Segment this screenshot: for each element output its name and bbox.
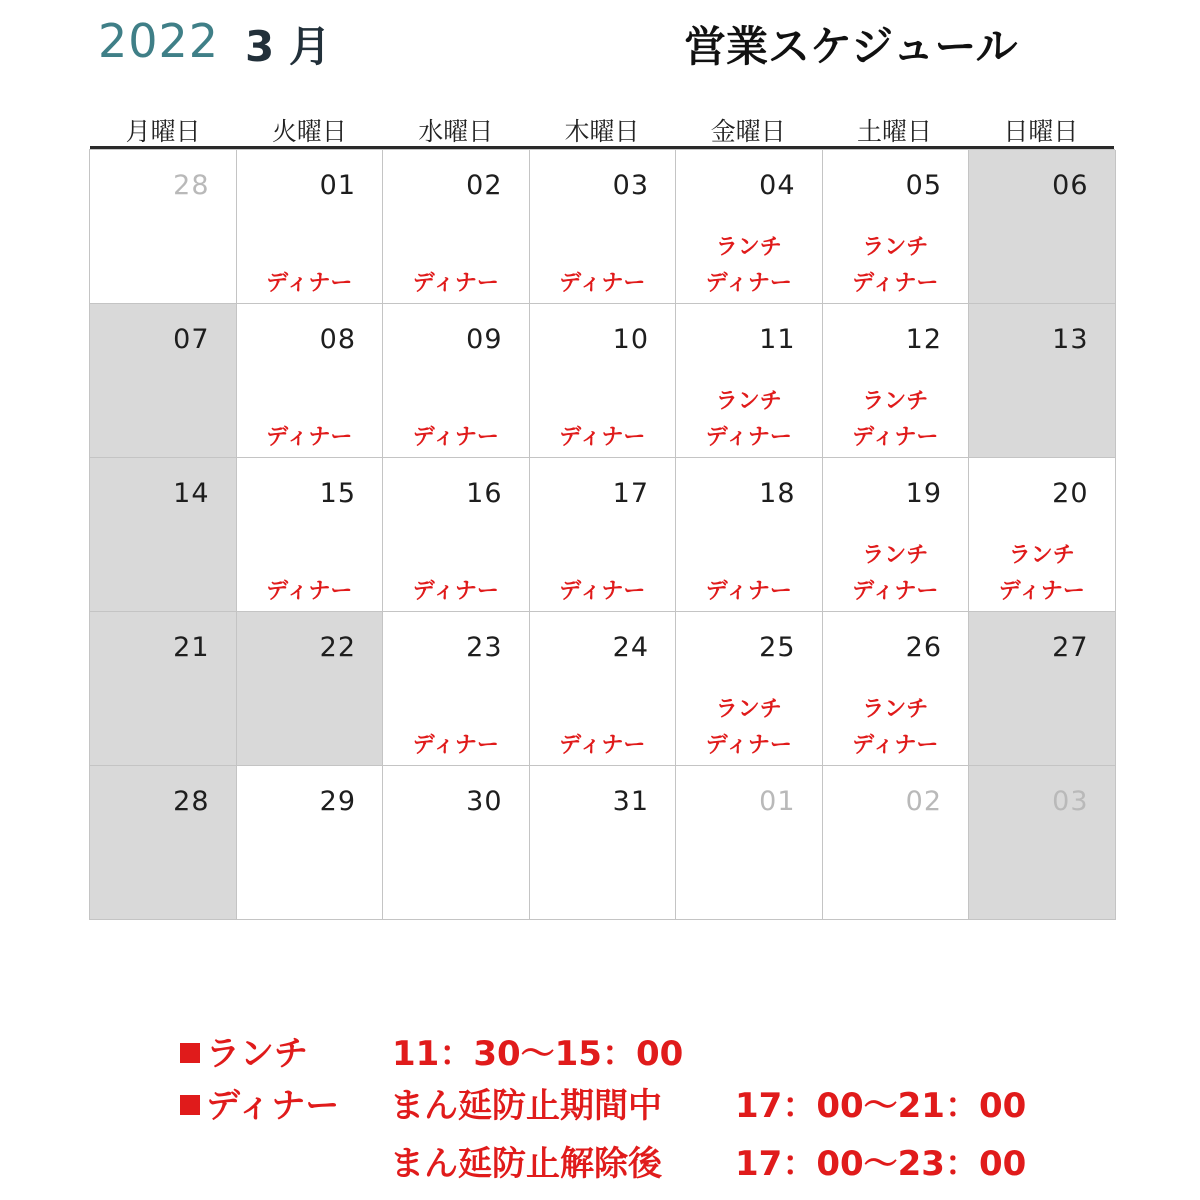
calendar-day-cell	[383, 304, 530, 458]
calendar-grid	[89, 149, 1115, 920]
day-number: 25	[759, 632, 796, 663]
day-number: 08	[319, 324, 356, 355]
day-number: 03	[1052, 786, 1089, 817]
dinner-label: ディナー	[705, 271, 792, 296]
day-number: 09	[466, 324, 503, 355]
legend-lunch-text: ランチ	[206, 1034, 308, 1074]
dinner-label: ディナー	[852, 579, 939, 604]
day-number: 03	[612, 170, 649, 201]
day-number: 02	[905, 786, 942, 817]
day-number: 28	[173, 170, 210, 201]
calendar-day-cell	[90, 458, 237, 612]
calendar-day-cell	[823, 150, 970, 304]
legend-dinner-text: ディナー	[206, 1086, 340, 1126]
day-number: 01	[759, 786, 796, 817]
day-number: 21	[173, 632, 210, 663]
lunch-label: ランチ	[862, 697, 929, 722]
calendar-day-cell	[237, 612, 384, 766]
calendar-day-cell	[676, 304, 823, 458]
dinner-label: ディナー	[266, 425, 353, 450]
dinner-label: ディナー	[559, 579, 646, 604]
weekday-header-row	[90, 112, 1114, 148]
day-number: 14	[173, 478, 210, 509]
calendar-day-cell	[676, 612, 823, 766]
lunch-label: ランチ	[862, 543, 929, 568]
day-number: 05	[905, 170, 942, 201]
calendar-day-cell	[383, 458, 530, 612]
calendar-day-cell	[530, 766, 677, 920]
dinner-label: ディナー	[412, 579, 499, 604]
calendar-day-cell	[969, 150, 1116, 304]
dinner-label: ディナー	[852, 733, 939, 758]
calendar-day-cell	[530, 458, 677, 612]
lunch-label: ランチ	[715, 389, 782, 414]
day-number: 30	[466, 786, 503, 817]
calendar-day-cell	[383, 150, 530, 304]
day-number: 16	[466, 478, 503, 509]
calendar-day-cell	[530, 612, 677, 766]
calendar-day-cell	[90, 612, 237, 766]
legend-dinner-period: まん延防止解除後	[390, 1144, 662, 1184]
calendar-day-cell	[237, 766, 384, 920]
day-number: 06	[1052, 170, 1089, 201]
day-number: 15	[319, 478, 356, 509]
calendar-day-cell	[676, 766, 823, 920]
calendar-day-cell	[969, 612, 1116, 766]
day-number: 24	[612, 632, 649, 663]
dinner-label: ディナー	[559, 271, 646, 296]
legend-dinner-label	[180, 1078, 339, 1127]
month-label: 3 月	[245, 22, 331, 71]
red-square-icon	[180, 1043, 200, 1063]
day-number: 10	[612, 324, 649, 355]
weekday-tuesday: 火曜日	[271, 117, 347, 146]
calendar-day-cell	[676, 150, 823, 304]
calendar-day-cell	[90, 150, 237, 304]
calendar-day-cell	[90, 304, 237, 458]
weekday-thursday: 木曜日	[564, 117, 640, 146]
dinner-label: ディナー	[412, 425, 499, 450]
legend-lunch-label	[180, 1026, 308, 1075]
day-number: 12	[905, 324, 942, 355]
dinner-label: ディナー	[705, 425, 792, 450]
dinner-label: ディナー	[412, 733, 499, 758]
day-number: 01	[319, 170, 356, 201]
weekday-wednesday: 水曜日	[418, 117, 494, 146]
dinner-label: ディナー	[266, 271, 353, 296]
day-number: 07	[173, 324, 210, 355]
weekday-friday: 金曜日	[710, 117, 786, 146]
dinner-label: ディナー	[705, 733, 792, 758]
calendar-day-cell	[530, 304, 677, 458]
dinner-label: ディナー	[852, 271, 939, 296]
calendar-day-cell	[823, 612, 970, 766]
calendar-day-cell	[969, 304, 1116, 458]
lunch-label: ランチ	[862, 235, 929, 260]
schedule-title: 営業スケジュール	[684, 22, 1018, 71]
day-number: 20	[1052, 478, 1089, 509]
calendar-day-cell	[969, 766, 1116, 920]
legend-dinner-time: 17：00～21：00	[735, 1086, 1027, 1126]
weekday-saturday: 土曜日	[857, 117, 933, 146]
day-number: 18	[759, 478, 796, 509]
calendar-day-cell	[823, 766, 970, 920]
lunch-label: ランチ	[1008, 543, 1075, 568]
day-number: 17	[612, 478, 649, 509]
dinner-label: ディナー	[266, 579, 353, 604]
calendar-day-cell	[676, 458, 823, 612]
calendar-day-cell	[237, 458, 384, 612]
year-label: 2022	[98, 14, 220, 68]
lunch-label: ランチ	[715, 697, 782, 722]
weekday-monday: 月曜日	[125, 117, 201, 146]
dinner-label: ディナー	[412, 271, 499, 296]
red-square-icon	[180, 1095, 200, 1115]
calendar-day-cell	[969, 458, 1116, 612]
day-number: 28	[173, 786, 210, 817]
calendar-day-cell	[530, 150, 677, 304]
day-number: 04	[759, 170, 796, 201]
day-number: 23	[466, 632, 503, 663]
day-number: 27	[1052, 632, 1089, 663]
dinner-label: ディナー	[852, 425, 939, 450]
day-number: 22	[319, 632, 356, 663]
day-number: 31	[612, 786, 649, 817]
dinner-label: ディナー	[559, 425, 646, 450]
legend-dinner-time: 17：00～23：00	[735, 1144, 1027, 1184]
weekday-sunday: 日曜日	[1003, 117, 1079, 146]
dinner-label: ディナー	[559, 733, 646, 758]
calendar-day-cell	[383, 612, 530, 766]
day-number: 19	[905, 478, 942, 509]
lunch-label: ランチ	[715, 235, 782, 260]
day-number: 26	[905, 632, 942, 663]
legend-lunch-time: 11：30～15：00	[392, 1034, 684, 1074]
dinner-label: ディナー	[998, 579, 1085, 604]
day-number: 11	[759, 324, 796, 355]
calendar-day-cell	[90, 766, 237, 920]
day-number: 29	[319, 786, 356, 817]
calendar-day-cell	[237, 304, 384, 458]
day-number: 02	[466, 170, 503, 201]
day-number: 13	[1052, 324, 1089, 355]
calendar-day-cell	[823, 458, 970, 612]
calendar-day-cell	[237, 150, 384, 304]
legend-dinner-period: まん延防止期間中	[390, 1086, 662, 1126]
calendar-day-cell	[823, 304, 970, 458]
lunch-label: ランチ	[862, 389, 929, 414]
calendar-day-cell	[383, 766, 530, 920]
dinner-label: ディナー	[705, 579, 792, 604]
